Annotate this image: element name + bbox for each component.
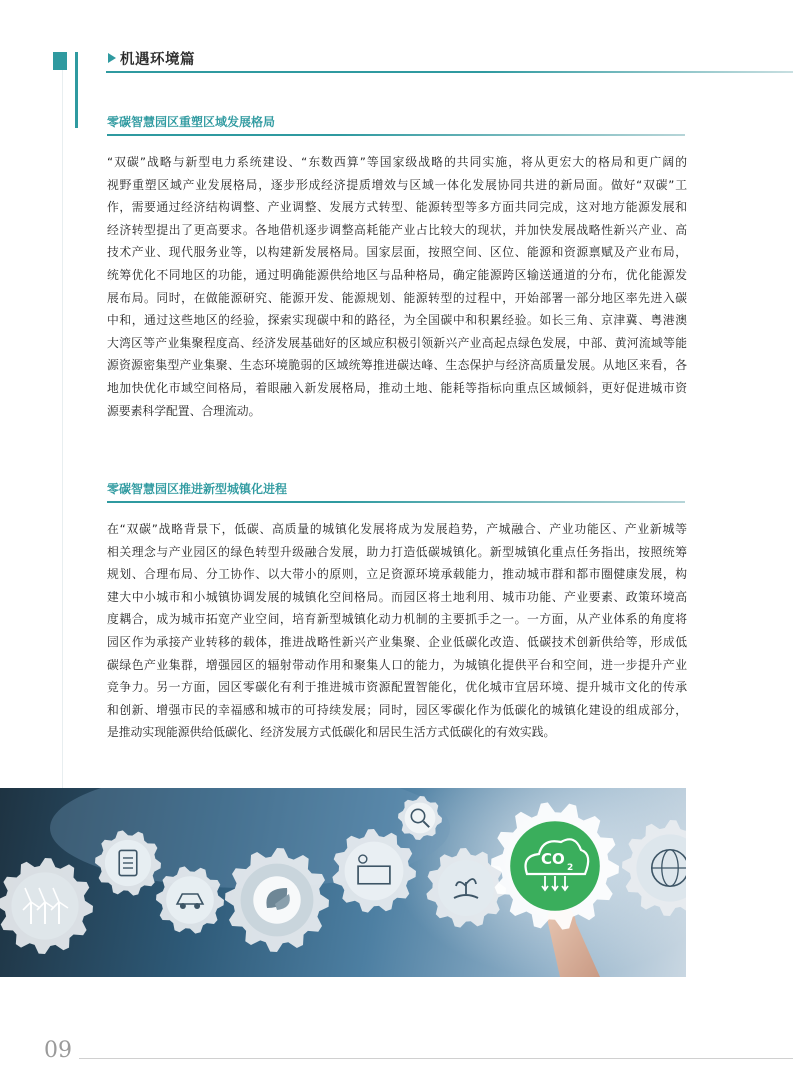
co2-label: CO: [541, 850, 565, 868]
chapter-title: 机遇环境篇: [120, 52, 195, 68]
paragraph-line: 度耦合，成为城市拓宽产业空间，培育新型城镇化动力机制的主要抓手之一。一方面，从产业体系的角度将: [107, 612, 687, 627]
chapter-accent-block: [53, 52, 67, 70]
paragraph-line: “双碳”战略与新型电力系统建设、“东数西算”等国家级战略的共同实施，将从更宏大的格局和更广阔的: [107, 155, 687, 169]
paragraph-line: 园区作为承接产业转移的载体，推进战略性新兴产业集聚、企业低碳化改造、低碳技术创新供给等，形成低: [107, 634, 687, 649]
gear-hub: [166, 876, 214, 924]
paragraph-line: 作，需要通过经济结构调整、产业调整、发展方式转型、能源转型等多方面共同完成，这对地方能源发展和: [107, 200, 687, 215]
paragraph-line: 源资源密集型产业集聚、生态环境脆弱的区域统筹推进碳达峰、生态保护与经济高质量发展。从地区来看，各: [107, 358, 687, 373]
paragraph-urbanization: [107, 518, 687, 744]
section-rule-urbanization: [107, 501, 685, 503]
paragraph-line: 在“双碳”战略背景下，低碳、高质量的城镇化发展将成为发展趋势，产城融合、产业功能区、产业新城等: [107, 522, 687, 536]
paragraph-line: 建大中小城市和小城镇协调发展的城镇化空间格局。而园区将土地利用、城市功能、产业要素、政策环境高: [107, 589, 687, 604]
paragraph-regional: [107, 151, 687, 422]
section-rule-regional: [107, 134, 685, 136]
paragraph-line: 相关理念与产业园区的绿色转型升级融合发展，助力打造低碳城镇化。新型城镇化重点任务指出，按照统筹: [107, 544, 687, 559]
paragraph-line: 中和，通过这些地区的经验，探索实现碳中和的路径，为全国碳中和积累经验。如长三角、京津冀、粤港澳: [107, 313, 687, 328]
paragraph-line: 视野重塑区域产业发展格局，逐步形成经济提质增效与区域一体化发展协同共进的新局面。做好“双碳”工: [107, 177, 687, 192]
chapter-accent-line: [75, 52, 78, 128]
section-title-urbanization: 零碳智慧园区推进新型城镇化进程: [107, 482, 288, 496]
paragraph-line: 和创新、增强市民的幸福感和城市的可持续发展；同时，园区零碳化作为低碳化的城镇化建设的组成部分，: [107, 702, 687, 717]
illustration-photo: [0, 788, 686, 977]
paragraph-line: 经济转型提出了更高要求。各地借机逐步调整高耗能产业占比较大的现状，并加快发展战略性新兴产业、高: [107, 222, 687, 237]
co2-subscript: 2: [567, 863, 574, 873]
margin-guide-line: [62, 70, 63, 788]
paragraph-line: 碳绿色产业集群，增强园区的辐射带动作用和聚集人口的能力，为城镇化提供平台和空间，进一步提升产业: [107, 657, 687, 672]
paragraph-line: 竞争力。另一方面，园区零碳化有利于推进城市资源配置智能化，优化城市宜居环境、提升城市文化的传承: [107, 680, 687, 695]
gear-hub: [405, 803, 436, 834]
paragraph-line: 展布局。同时，在做能源研究、能源开发、能源规划、能源转型的过程中，开始部署一部分地区率先进入碳: [107, 290, 687, 305]
paragraph-line: 是推动实现能源供给低碳化、经济发展方式低碳化和居民生活方式低碳化的有效实践。: [107, 725, 556, 740]
chapter-arrow-icon: [108, 53, 116, 63]
section-title-regional: 零碳智慧园区重塑区域发展格局: [107, 115, 276, 129]
paragraph-line: 统筹优化不同地区的功能，通过明确能源供给地区与品种格局，确定能源跨区输送通道的分布，优化能源发: [107, 267, 687, 282]
gear-hub: [345, 842, 404, 901]
paragraph-line: 地加快优化市域空间格局，着眼融入新发展格局，推动土地、能耗等指标向重点区域倾斜，更好促进城市资: [107, 380, 687, 395]
paragraph-line: 源要素科学配置、合理流动。: [107, 403, 261, 418]
leaf-plug-icon: [253, 876, 300, 923]
page-rule: [79, 1058, 793, 1059]
page-number: 09: [44, 1038, 72, 1063]
paragraph-line: 技术产业、现代服务业等，以构建新发展格局。国家层面，按照空间、区位、能源和资源禀赋及产业布局，: [107, 245, 687, 260]
chapter-rule: [106, 71, 793, 73]
paragraph-line: 大湾区等产业集聚程度高、经济发展基础好的区域应积极引领新兴产业高起点绿色发展，中部、黄河流域等能: [107, 335, 687, 350]
paragraph-line: 规划、合理布局、分工协作、以大带小的原则，立足资源环境承载能力，推动城市群和都市圈健康发展，构: [107, 567, 687, 582]
